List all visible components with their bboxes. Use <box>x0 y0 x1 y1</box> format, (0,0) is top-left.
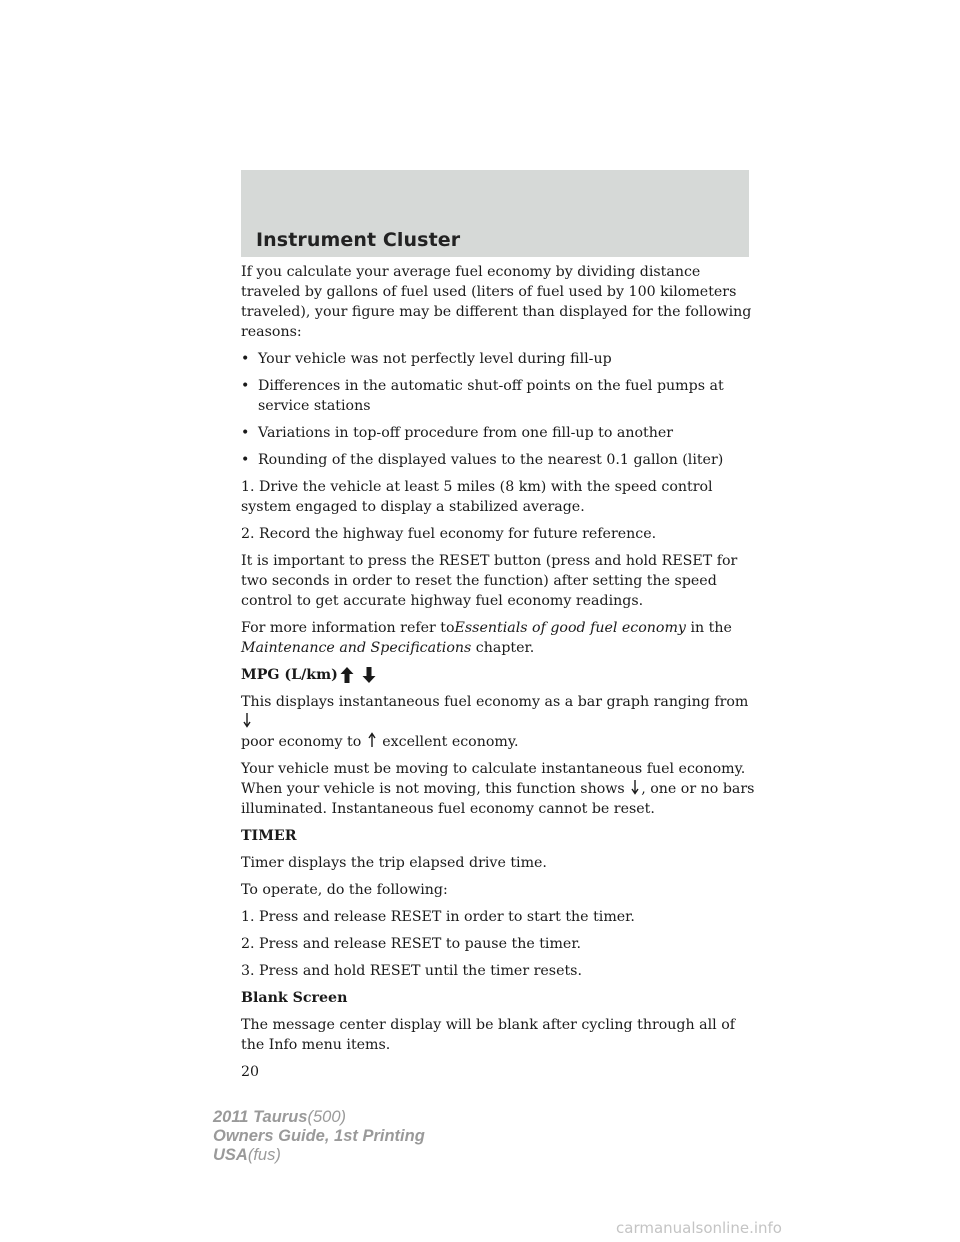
more-info-suffix: chapter. <box>475 640 535 656</box>
more-info-paragraph <box>241 618 756 658</box>
bullet-dot: • <box>241 425 250 441</box>
reset-note: It is important to press the RESET button (press and hold RESET for two seconds in order to reset the function) after setting the speed control to get accurate highway fuel economy readings. <box>241 553 738 609</box>
page-number: 20 <box>241 1064 260 1080</box>
excellent-economy-arrow-icon <box>368 732 376 748</box>
bullet-item <box>241 376 756 416</box>
site-watermark: carmanualsonline.info <box>616 1219 782 1237</box>
blank-screen-description: The message center display will be blank after cycling through all of the Info menu items. <box>241 1017 735 1053</box>
poor-economy-arrow-icon <box>631 779 639 795</box>
footer-model-line <box>213 1108 425 1127</box>
timer-step: 2. Press and release RESET to pause the timer. <box>241 936 582 952</box>
intro-paragraph: If you calculate your average fuel economy by dividing distance traveled by gallons of fuel used (liters of fuel used by 100 kilometers traveled), your figure may be different than displayed for the following reasons: <box>241 264 752 340</box>
section-title: Instrument Cluster <box>256 229 461 251</box>
bullet-item <box>241 349 756 369</box>
mpg-description <box>241 692 756 752</box>
step-2: 2. Record the highway fuel economy for future reference. <box>241 526 657 542</box>
footer-model: 2011 Taurus <box>213 1108 308 1126</box>
more-info-mid: in the <box>690 620 732 636</box>
bullet-dot: • <box>241 452 250 468</box>
mpg-desc-part1: This displays instantaneous fuel economy as a bar graph ranging from <box>241 694 749 710</box>
section-header-band <box>241 170 749 257</box>
footer-guide-line <box>213 1127 425 1146</box>
footer-guide: Owners Guide, 1st Printing <box>213 1127 425 1145</box>
timer-operate-intro: To operate, do the following: <box>241 882 448 898</box>
bullet-text: Differences in the automatic shut-off points on the fuel pumps at service stations <box>258 378 724 414</box>
mpg-desc-part2: poor economy to <box>241 734 362 750</box>
blank-screen-heading: Blank Screen <box>241 990 348 1006</box>
print-footer <box>213 1108 425 1165</box>
mpg-heading-text: MPG (L/km) <box>241 667 338 683</box>
poor-economy-arrow-icon <box>243 712 251 728</box>
timer-step: 3. Press and hold RESET until the timer resets. <box>241 963 582 979</box>
mpg-moving-part2: , one or no bars illuminated. Instantaneous fuel economy cannot be reset. <box>241 781 755 817</box>
page-content <box>241 262 756 1089</box>
bullet-text: Your vehicle was not perfectly level during fill-up <box>258 351 612 367</box>
bullet-dot: • <box>241 351 250 367</box>
fuel-economy-reference: Essentials of good fuel economy <box>454 620 686 636</box>
mpg-heading <box>241 665 756 685</box>
bullet-text: Variations in top-off procedure from one fill-up to another <box>258 425 674 441</box>
timer-step: 1. Press and release RESET in order to start the timer. <box>241 909 635 925</box>
mpg-moving-paragraph <box>241 759 756 819</box>
maintenance-chapter-reference: Maintenance and Specifications <box>241 640 472 656</box>
footer-market-code: (fus) <box>247 1146 281 1164</box>
step-1: 1. Drive the vehicle at least 5 miles (8 km) with the speed control system engaged to display a stabilized average. <box>241 479 713 515</box>
bullet-item <box>241 423 756 443</box>
mpg-moving-part1: Your vehicle must be moving to calculate instantaneous fuel economy. When your vehicle is not moving, this function shows <box>241 761 746 797</box>
fuel-economy-up-arrow-icon <box>340 666 354 684</box>
bullet-dot: • <box>241 378 250 394</box>
footer-market: USA <box>213 1146 248 1164</box>
bullet-text: Rounding of the displayed values to the nearest 0.1 gallon (liter) <box>258 452 724 468</box>
bullet-item <box>241 450 756 470</box>
footer-market-line <box>213 1146 425 1165</box>
fuel-economy-down-arrow-icon <box>362 666 376 684</box>
mpg-desc-part3: excellent economy. <box>382 734 519 750</box>
timer-description: Timer displays the trip elapsed drive time. <box>241 855 547 871</box>
more-info-prefix: For more information refer to <box>241 620 455 636</box>
footer-model-code: (500) <box>307 1108 346 1126</box>
timer-heading: TIMER <box>241 828 297 844</box>
